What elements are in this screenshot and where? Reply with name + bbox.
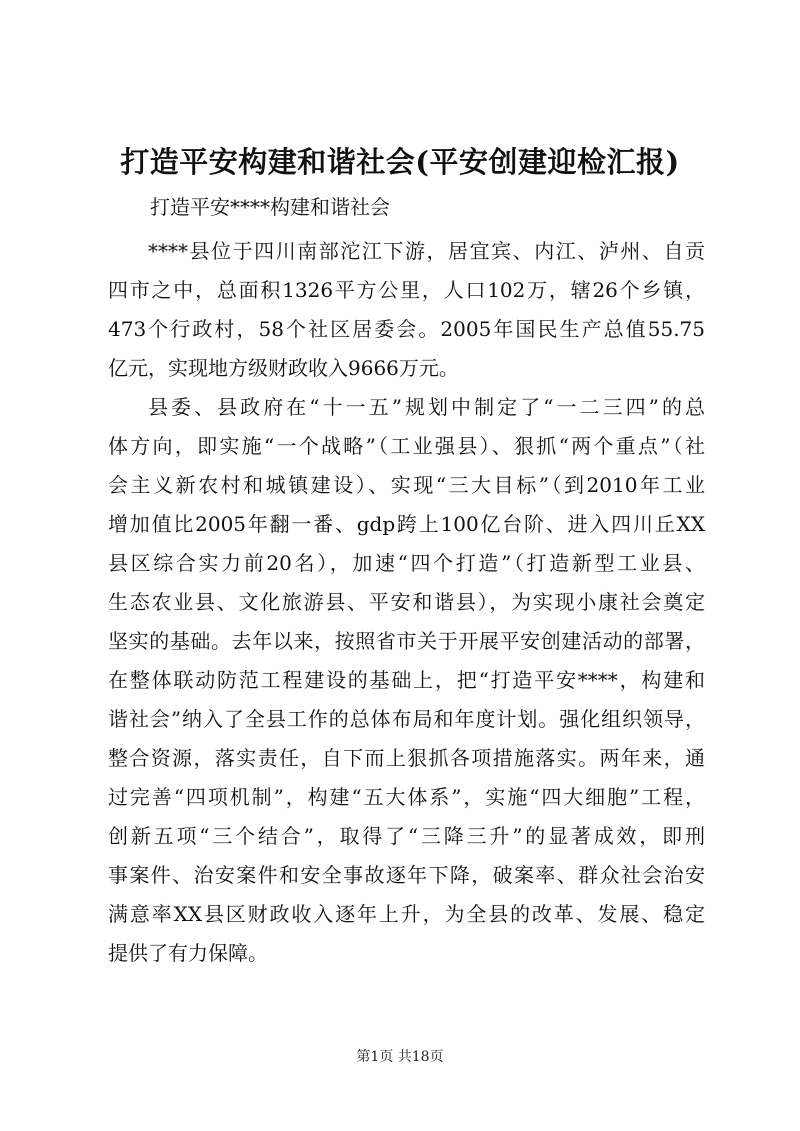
document-title: 打造平安构建和谐社会(平安创建迎检汇报) [120,145,680,179]
paragraph-line: 增加值比2005年翻一番、gdp跨上100亿台阶、进入四川丘XX [108,512,705,536]
paragraph-line: 满意率XX县区财政收入逐年上升，为全县的改革、发展、稳定 [108,902,705,926]
paragraph-line: 四市之中，总面积1326平方公里，人口102万，辖26个乡镇， [108,278,705,302]
paragraph-line: 473个行政村，58个社区居委会。2005年国民生产总值55.75 [108,317,705,341]
page-number-footer: 第1页 共18页 [356,1049,444,1065]
paragraph-line: ****县位于四川南部沱江下游，居宜宾、内江、泸州、自贡 [148,239,705,263]
paragraph-line: 县区综合实力前20名），加速“四个打造”（打造新型工业县、 [108,551,705,575]
paragraph-line: 过完善“四项机制”，构建“五大体系”，实施“四大细胞”工程， [108,785,705,809]
paragraph-location-overview [108,232,705,388]
paragraph-line: 会主义新农村和城镇建设）、实现“三大目标”（到2010年工业 [108,473,705,497]
paragraph-line: 谐社会”纳入了全县工作的总体布局和年度计划。强化组织领导， [108,707,705,731]
paragraph-safety-work [108,388,705,973]
paragraph-line: 提供了有力保障。 [108,941,268,965]
paragraph-line: 县委、县政府在“十一五”规划中制定了“一二三四”的总 [148,395,705,419]
paragraph-line: 在整体联动防范工程建设的基础上，把“打造平安****，构建和 [108,668,705,692]
paragraph-line: 事案件、治安案件和安全事故逐年下降，破案率、群众社会治安 [108,863,705,887]
paragraph-line: 亿元，实现地方级财政收入9666万元。 [108,356,459,380]
paragraph-line: 整合资源，落实责任，自下而上狠抓各项措施落实。两年来，通 [108,746,705,770]
paragraph-line: 坚实的基础。去年以来，按照省市关于开展平安创建活动的部署， [108,629,705,653]
paragraph-line: 创新五项“三个结合”，取得了“三降三升”的显著成效，即刑 [108,824,705,848]
paragraph-line: 生态农业县、文化旅游县、平安和谐县），为实现小康社会奠定 [108,590,705,614]
paragraph-line: 体方向，即实施“一个战略”（工业强县）、狠抓“两个重点”（社 [108,434,705,458]
document-subtitle: 打造平安****构建和谐社会 [150,195,390,219]
